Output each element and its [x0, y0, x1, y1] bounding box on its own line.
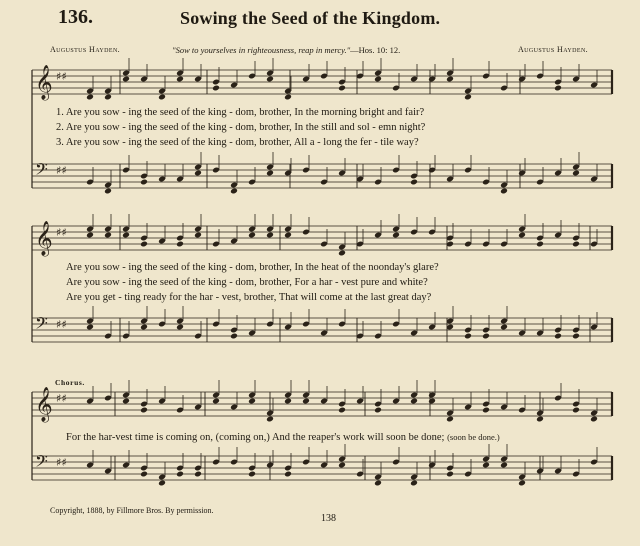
note-head — [338, 85, 346, 92]
chorus-label: Chorus. — [55, 378, 85, 387]
note-head — [284, 232, 292, 239]
note-head — [428, 398, 436, 405]
note-head — [338, 462, 346, 469]
note-head — [464, 94, 472, 101]
page-number: 138 — [321, 513, 336, 524]
note-head — [284, 398, 292, 405]
note-head — [86, 232, 94, 239]
epigraph-reference: —Hos. 10: 12. — [350, 45, 401, 55]
note-head — [338, 407, 346, 414]
note-head — [248, 398, 256, 405]
note-head — [374, 76, 382, 83]
note-head — [464, 333, 472, 340]
note-head — [590, 416, 598, 423]
note-head — [500, 188, 508, 195]
key-signature-sharp-icon: ♯♯ — [56, 392, 67, 405]
note-head — [338, 250, 346, 257]
note-head — [212, 85, 220, 92]
note-head — [446, 76, 454, 83]
note-head — [446, 471, 454, 478]
note-head — [140, 471, 148, 478]
hymn-number: 136. — [58, 6, 93, 28]
note-head — [122, 232, 130, 239]
bass-clef-icon: 𝄢 — [35, 313, 48, 337]
note-head — [140, 407, 148, 414]
verse-2-line-2: Are you sow - ing the seed of the king - dom, brother, For a har - vest pure and white? — [66, 277, 428, 288]
note-head — [158, 94, 166, 101]
key-signature-sharp-icon: ♯♯ — [56, 456, 67, 469]
key-signature-sharp-icon: ♯♯ — [56, 226, 67, 239]
note-head — [212, 398, 220, 405]
note-head — [122, 76, 130, 83]
note-head — [482, 407, 490, 414]
note-head — [536, 241, 544, 248]
note-head — [266, 76, 274, 83]
note-head — [140, 179, 148, 186]
copyright-notice: Copyright, 1888, by Fillmore Bros. By permission. — [50, 506, 214, 515]
note-head — [482, 333, 490, 340]
note-head — [446, 416, 454, 423]
bass-clef-icon: 𝄢 — [35, 159, 48, 183]
verse-1-line-1: 1. Are you sow - ing the seed of the king - dom, brother, In the morning bright and fair? — [56, 107, 425, 118]
note-head — [86, 324, 94, 331]
note-head — [410, 179, 418, 186]
treble-clef-icon: 𝄞 — [35, 387, 53, 422]
note-head — [284, 471, 292, 478]
verse-3-line-2: Are you get - ting ready for the har - vest, brother, That will come at the last great day? — [66, 292, 432, 303]
hymn-title: Sowing the Seed of the Kingdom. — [180, 8, 441, 28]
note-head — [554, 333, 562, 340]
note-head — [572, 333, 580, 340]
note-head — [230, 333, 238, 340]
key-signature-sharp-icon: ♯♯ — [56, 164, 67, 177]
verse-3-line-1: 3. Are you sow - ing the seed of the king - dom, brother, All a - long the fer - tile way? — [56, 137, 419, 148]
note-head — [104, 94, 112, 101]
key-signature-sharp-icon: ♯♯ — [56, 318, 67, 331]
note-head — [176, 324, 184, 331]
author-credit: Augustus Hayden. — [518, 45, 589, 54]
note-head — [104, 232, 112, 239]
note-head — [230, 188, 238, 195]
note-head — [104, 188, 112, 195]
note-head — [194, 471, 202, 478]
verse-2-line-1: 2. Are you sow - ing the seed of the king - dom, brother, In the still and sol - emn night? — [56, 122, 426, 133]
note-head — [140, 241, 148, 248]
note-head — [284, 94, 292, 101]
note-head — [266, 232, 274, 239]
note-head — [248, 232, 256, 239]
note-head — [572, 407, 580, 414]
verse-1-line-2: Are you sow - ing the seed of the king - dom, brother, In the heat of the noonday's glare? — [66, 262, 439, 273]
note-head — [248, 471, 256, 478]
chorus-lyric — [66, 432, 500, 443]
note-head — [536, 416, 544, 423]
note-head — [374, 480, 382, 487]
note-head — [392, 232, 400, 239]
note-head — [176, 241, 184, 248]
note-head — [572, 170, 580, 177]
note-head — [554, 85, 562, 92]
note-head — [140, 324, 148, 331]
note-head — [86, 94, 94, 101]
note-head — [572, 241, 580, 248]
note-head — [482, 462, 490, 469]
note-head — [176, 76, 184, 83]
note-head — [374, 407, 382, 414]
note-head — [302, 398, 310, 405]
epigraph-quote: "Sow to yourselves in righteousness, reap in mercy." — [172, 45, 351, 55]
note-head — [194, 170, 202, 177]
chorus-text: For the har-vest time is coming on, (coming on,) And the reaper's work will soon be done; — [66, 432, 445, 443]
note-head — [266, 170, 274, 177]
chorus-ending: (soon be done.) — [447, 432, 500, 442]
treble-clef-icon: 𝄞 — [35, 65, 53, 100]
note-head — [122, 398, 130, 405]
note-head — [518, 480, 526, 487]
note-head — [500, 462, 508, 469]
note-head — [410, 398, 418, 405]
key-signature-sharp-icon: ♯♯ — [56, 70, 67, 83]
bass-clef-icon: 𝄢 — [35, 451, 48, 475]
note-head — [500, 324, 508, 331]
note-head — [266, 416, 274, 423]
note-head — [194, 232, 202, 239]
composer-credit: Augustus Hayden. — [50, 45, 121, 54]
treble-clef-icon: 𝄞 — [35, 221, 53, 256]
note-head — [518, 232, 526, 239]
note-head — [176, 471, 184, 478]
note-head — [410, 480, 418, 487]
note-head — [158, 480, 166, 487]
